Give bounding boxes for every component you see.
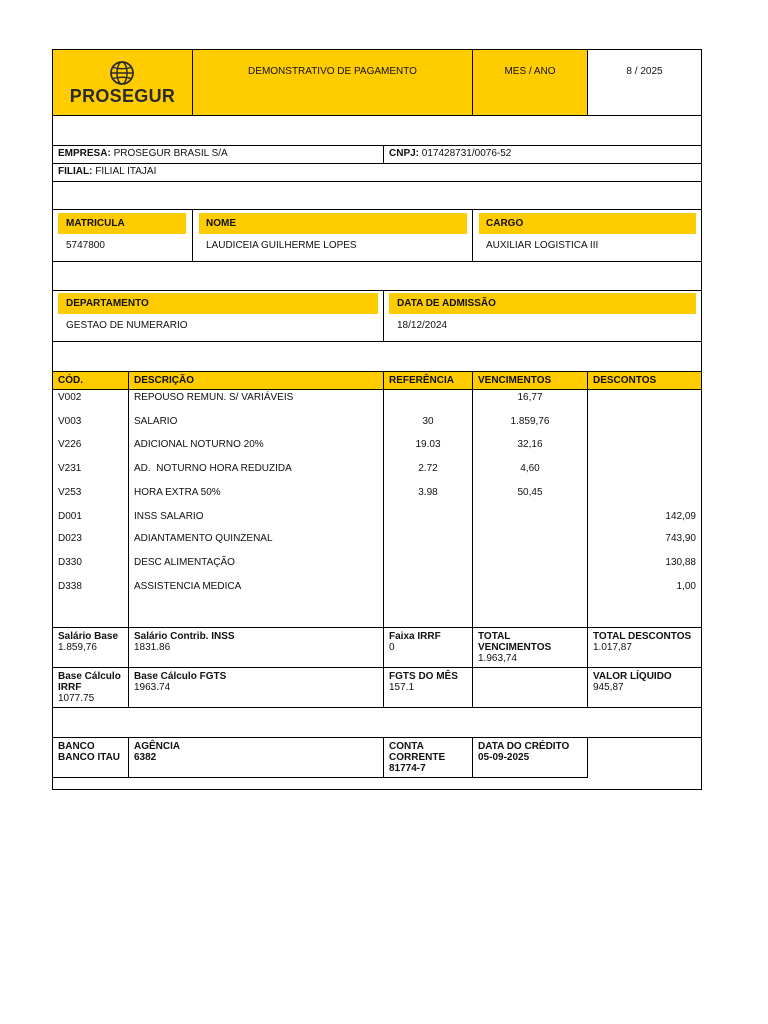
departamento-label: DEPARTAMENTO — [66, 298, 149, 309]
col-header-descricao: DESCRIÇÃO — [134, 375, 195, 386]
row-cod: V253 — [58, 487, 82, 498]
row-ref: 19.03 — [415, 439, 441, 450]
row-venc: 1.859,76 — [510, 416, 550, 427]
total-desc-label: TOTAL DESCONTOS — [593, 631, 692, 642]
row-desc: HORA EXTRA 50% — [134, 487, 221, 498]
filial-row — [58, 166, 156, 178]
row-cod: D330 — [58, 557, 82, 568]
conta-value: 81774-7 — [389, 763, 426, 774]
banco-label: BANCO — [58, 741, 95, 752]
fgts-mes-value: 157.1 — [389, 682, 415, 693]
empresa-label: EMPRESA: — [58, 148, 111, 159]
base-irrf-label-2: IRRF — [58, 682, 82, 693]
faixa-irrf-label: Faixa IRRF — [389, 631, 441, 642]
row-desc: ADIANTAMENTO QUINZENAL — [134, 533, 273, 544]
cargo-label: CARGO — [486, 218, 524, 229]
col-header-vencimentos: VENCIMENTOS — [478, 375, 552, 386]
empresa-value: PROSEGUR BRASIL S/A — [113, 148, 228, 159]
row-desc: ASSISTENCIA MEDICA — [134, 581, 242, 592]
row-ref: 2.72 — [418, 463, 438, 474]
col-header-descontos: DESCONTOS — [593, 375, 657, 386]
row-cod: V003 — [58, 416, 82, 427]
row-desc: REPOUSO REMUN. S/ VARIÁVEIS — [134, 392, 294, 403]
row-ref: 3.98 — [418, 487, 438, 498]
row-desc: ADICIONAL NOTURNO 20% — [134, 439, 264, 450]
row-desc: INSS SALARIO — [134, 511, 204, 522]
valor-liquido-label: VALOR LÍQUIDO — [593, 671, 672, 682]
salario-base-value: 1.859,76 — [58, 642, 97, 653]
conta-label-2: CORRENTE — [389, 752, 446, 763]
base-irrf-label-1: Base Cálculo — [58, 671, 121, 682]
conta-label-1: CONTA — [389, 741, 424, 752]
row-cod: D001 — [58, 511, 82, 522]
period-label: MES / ANO — [504, 66, 556, 77]
row-cod: D023 — [58, 533, 82, 544]
fgts-mes-label: FGTS DO MÊS — [389, 671, 458, 682]
faixa-irrf-value: 0 — [389, 642, 395, 653]
header-title-bg — [193, 50, 472, 115]
matricula-value: 5747800 — [66, 240, 105, 251]
base-fgts-value: 1963.74 — [134, 682, 171, 693]
data-credito-label: DATA DO CRÉDITO — [478, 741, 570, 752]
admissao-value: 18/12/2024 — [397, 320, 448, 331]
row-cod: V002 — [58, 392, 82, 403]
row-cod: D338 — [58, 581, 82, 592]
logo-text: PROSEGUR — [69, 86, 176, 106]
salario-base-label: Salário Base — [58, 631, 119, 642]
total-venc-label-2: VENCIMENTOS — [478, 642, 552, 653]
row-cod: V226 — [58, 439, 82, 450]
cnpj-value: 017428731/0076-52 — [421, 148, 512, 159]
data-credito-value: 05-09-2025 — [478, 752, 530, 763]
row-venc: 16,77 — [517, 392, 543, 403]
total-desc-value: 1.017,87 — [593, 642, 632, 653]
row-ref: 30 — [422, 416, 434, 427]
row-desconto: 1,00 — [676, 581, 696, 592]
cargo-value: AUXILIAR LOGISTICA III — [486, 240, 599, 251]
row-desc: AD. NOTURNO HORA REDUZIDA — [134, 463, 292, 474]
nome-label-bg — [199, 213, 467, 234]
valor-liquido-value: 945,87 — [593, 682, 624, 693]
header-period-bg — [473, 50, 587, 115]
total-venc-label-1: TOTAL — [478, 631, 511, 642]
agencia-label: AGÊNCIA — [134, 741, 181, 752]
col-header-cod: CÓD. — [58, 375, 83, 386]
cnpj-row — [389, 148, 511, 160]
empresa-row — [58, 148, 228, 160]
page-title: DEMONSTRATIVO DE PAGAMENTO — [248, 66, 417, 77]
departamento-value: GESTAO DE NUMERARIO — [66, 320, 188, 331]
nome-label: NOME — [206, 218, 236, 229]
salario-contrib-label: Salário Contrib. INSS — [134, 631, 235, 642]
matricula-label: MATRICULA — [66, 218, 125, 229]
cnpj-label: CNPJ: — [389, 148, 420, 159]
row-desconto: 743,90 — [665, 533, 696, 544]
row-desc: DESC ALIMENTAÇÃO — [134, 557, 235, 568]
row-venc: 50,45 — [517, 487, 543, 498]
row-desc: SALARIO — [134, 416, 178, 427]
filial-value: FILIAL ITAJAI — [95, 166, 157, 177]
row-venc: 32,16 — [517, 439, 543, 450]
admissao-label: DATA DE ADMISSÃO — [397, 298, 496, 309]
salario-contrib-value: 1831.86 — [134, 642, 171, 653]
banco-value: BANCO ITAU — [58, 752, 121, 763]
total-venc-value: 1.963,74 — [478, 653, 517, 664]
row-desconto: 142,09 — [665, 511, 696, 522]
filial-label: FILIAL: — [58, 166, 93, 177]
row-venc: 4,60 — [520, 463, 540, 474]
col-header-referencia: REFERÊNCIA — [389, 375, 455, 386]
agencia-value: 6382 — [134, 752, 157, 763]
row-desconto: 130,88 — [665, 557, 696, 568]
base-irrf-value: 1077.75 — [58, 693, 95, 704]
prosegur-logo — [53, 58, 192, 108]
base-fgts-label: Base Cálculo FGTS — [134, 671, 227, 682]
row-cod: V231 — [58, 463, 82, 474]
globe-icon — [109, 60, 135, 86]
period-value: 8 / 2025 — [626, 66, 663, 77]
nome-value: LAUDICEIA GUILHERME LOPES — [206, 240, 357, 251]
